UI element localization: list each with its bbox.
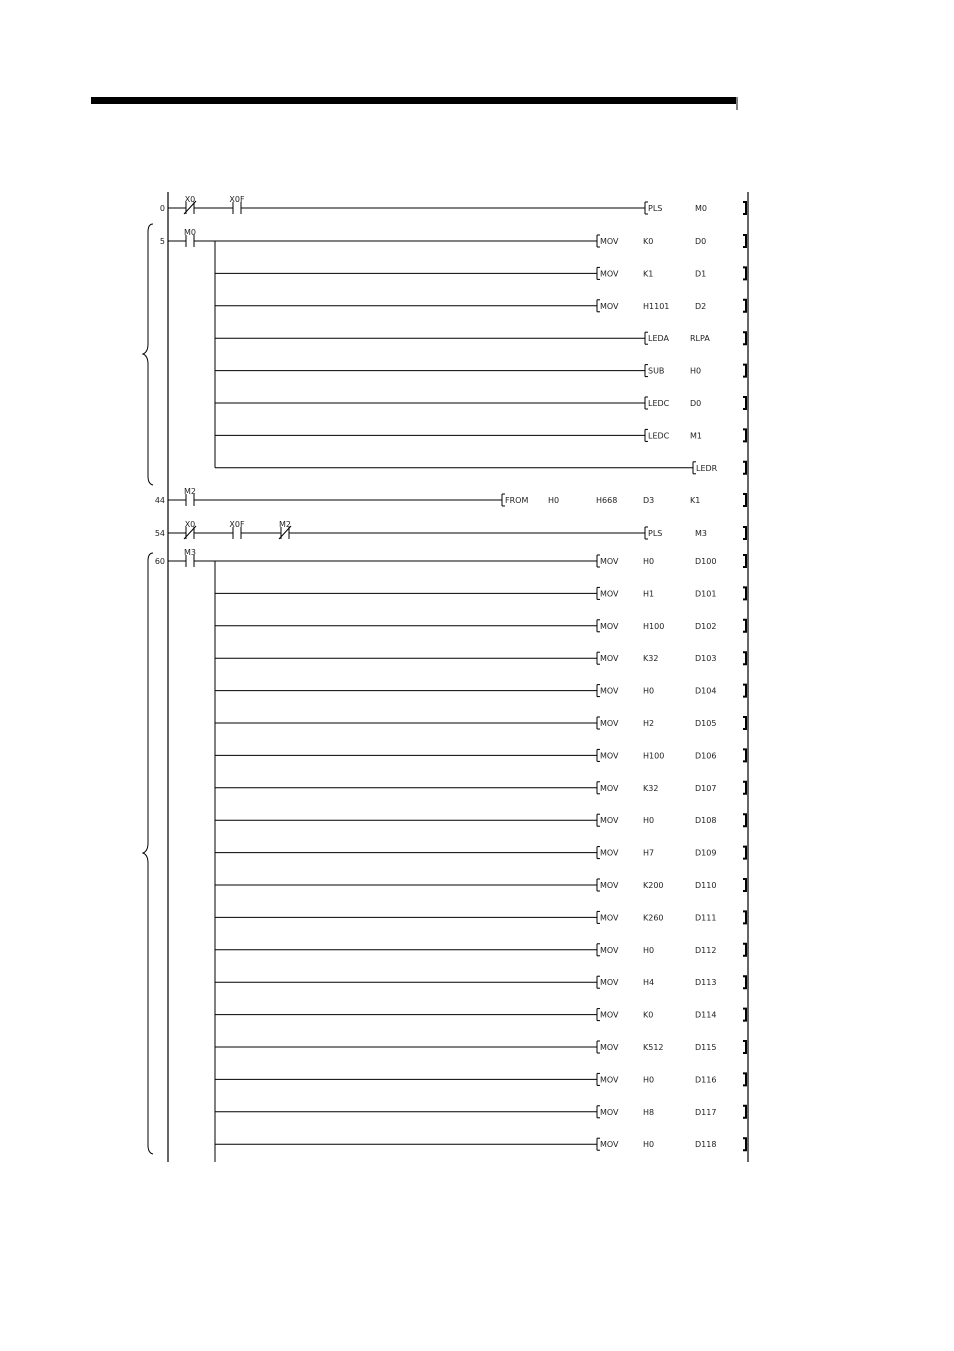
instruction-operand: D105 [695,719,717,728]
instruction-operand: H0 [643,557,655,566]
instruction-operand: LEDC [648,431,670,441]
step-number: 0 [159,204,165,213]
instruction-operand: MOV [600,589,619,599]
contact-label: M2 [184,487,196,496]
instruction-close-bracket [743,587,746,599]
instruction-operand: D118 [695,1140,717,1150]
instruction-operand: D103 [695,654,717,664]
instruction-operand: MOV [600,621,619,631]
instruction-operand: MOV [600,1043,619,1052]
contact-label: M3 [184,548,196,557]
instruction-close-bracket [743,494,746,506]
contact-label: X0 [184,520,196,529]
instruction-operand: D113 [695,978,717,988]
instruction-operand: H0 [643,816,655,826]
instruction-operand: MOV [600,237,619,246]
instruction-operand: K260 [643,913,664,923]
instruction-operand: MOV [600,1107,619,1117]
instruction-operand: H8 [643,1107,655,1117]
instruction-operand: D104 [695,686,717,696]
instruction-operand: D107 [695,783,717,793]
instruction-operand: K32 [643,654,659,664]
instruction-close-bracket [743,976,746,988]
instruction-operand: PLS [648,529,663,538]
instruction-operand: H2 [643,719,655,728]
instruction-close-bracket [743,1106,746,1118]
instruction-operand: D3 [643,496,655,505]
instruction-close-bracket [743,749,746,761]
instruction-operand: M1 [690,431,702,441]
instruction-operand: H0 [643,1075,655,1085]
instruction-operand: K512 [643,1043,664,1052]
instruction-operand: MOV [600,1075,619,1085]
rungs-layer [155,195,746,1162]
instruction-close-bracket [743,782,746,794]
instruction-operand: K1 [690,496,701,505]
instruction-operand: LEDR [696,463,718,473]
instruction-operand: D0 [690,399,702,408]
instruction-close-bracket [743,332,746,344]
instruction-operand: FROM [505,496,529,505]
instruction-close-bracket [743,1009,746,1021]
instruction-close-bracket [743,365,746,377]
instruction-operand: LEDA [648,334,670,344]
contact-label: M2 [279,520,291,529]
rung-54 [155,520,746,539]
instruction-operand: SUB [648,366,665,376]
contact-label: M0 [184,228,196,237]
instruction-operand: H0 [643,686,655,696]
instruction-operand: D111 [695,913,717,923]
instruction-operand: MOV [600,269,619,279]
instruction-close-bracket [743,652,746,664]
contact-label: X0F [229,520,245,529]
brace-rungs-5 [143,224,153,485]
instruction-operand: D115 [695,1043,717,1052]
instruction-operand: H668 [596,496,618,505]
step-number: 5 [159,237,165,246]
instruction-close-bracket [743,1138,746,1150]
step-number: 60 [154,557,165,566]
instruction-operand: M0 [695,204,707,213]
instruction-operand: MOV [600,654,619,664]
instruction-operand: D1 [695,269,707,279]
rung-5 [160,228,746,474]
instruction-operand: MOV [600,848,619,858]
instruction-close-bracket [743,620,746,632]
instruction-close-bracket [743,267,746,279]
rung-0 [160,195,746,214]
instruction-close-bracket [743,879,746,891]
contact-label: X0F [229,195,245,204]
rung-60 [155,548,746,1162]
instruction-close-bracket [743,847,746,859]
instruction-operand: MOV [600,557,619,566]
instruction-close-bracket [743,462,746,474]
brace-rungs-60 [143,553,153,1154]
instruction-close-bracket [743,555,746,567]
instruction-operand: MOV [600,945,619,955]
instruction-operand: D116 [695,1075,717,1085]
instruction-operand: PLS [648,204,663,213]
instruction-operand: D100 [695,557,717,566]
instruction-operand: D0 [695,237,707,246]
instruction-close-bracket [743,397,746,409]
instruction-operand: MOV [600,881,619,890]
instruction-operand: MOV [600,301,619,311]
instruction-operand: H4 [643,978,655,988]
instruction-operand: H100 [643,751,665,761]
instruction-operand: MOV [600,1140,619,1150]
instruction-close-bracket [743,717,746,729]
instruction-close-bracket [743,814,746,826]
instruction-close-bracket [743,944,746,956]
instruction-operand: H0 [643,945,655,955]
instruction-operand: H0 [643,1140,655,1150]
instruction-operand: D102 [695,621,717,631]
header-bar [91,97,736,104]
instruction-close-bracket [743,235,746,247]
instruction-operand: D114 [695,1010,717,1020]
instruction-close-bracket [743,202,746,214]
step-number: 44 [154,496,165,505]
instruction-operand: MOV [600,816,619,826]
instruction-operand: MOV [600,783,619,793]
instruction-operand: K1 [643,269,654,279]
step-number: 54 [154,529,165,538]
instruction-operand: K0 [643,237,654,246]
instruction-operand: D112 [695,945,717,955]
instruction-operand: H7 [643,848,655,858]
instruction-operand: D117 [695,1107,717,1117]
instruction-operand: MOV [600,1010,619,1020]
instruction-operand: RLPA [690,334,710,344]
instruction-close-bracket [743,1041,746,1053]
instruction-operand: K32 [643,783,659,793]
instruction-operand: D101 [695,589,717,599]
rung-44 [155,487,746,506]
instruction-operand: H1 [643,589,655,599]
instruction-operand: MOV [600,751,619,761]
instruction-close-bracket [743,429,746,441]
instruction-close-bracket [743,685,746,697]
instruction-operand: H0 [548,496,560,505]
instruction-operand: H1101 [643,301,670,311]
instruction-operand: H0 [690,366,702,376]
instruction-operand: D108 [695,816,717,826]
instruction-operand: K200 [643,881,664,890]
instruction-operand: K0 [643,1010,654,1020]
instruction-close-bracket [743,911,746,923]
instruction-operand: M3 [695,529,707,538]
instruction-operand: D106 [695,751,717,761]
instruction-operand: LEDC [648,399,670,408]
instruction-operand: D2 [695,301,707,311]
instruction-operand: MOV [600,978,619,988]
instruction-operand: MOV [600,686,619,696]
instruction-close-bracket [743,527,746,539]
instruction-close-bracket [743,300,746,312]
instruction-operand: MOV [600,913,619,923]
instruction-operand: D110 [695,881,717,890]
instruction-operand: MOV [600,719,619,728]
instruction-close-bracket [743,1073,746,1085]
instruction-operand: H100 [643,621,665,631]
instruction-operand: D109 [695,848,717,858]
contact-label: X0 [184,195,196,204]
